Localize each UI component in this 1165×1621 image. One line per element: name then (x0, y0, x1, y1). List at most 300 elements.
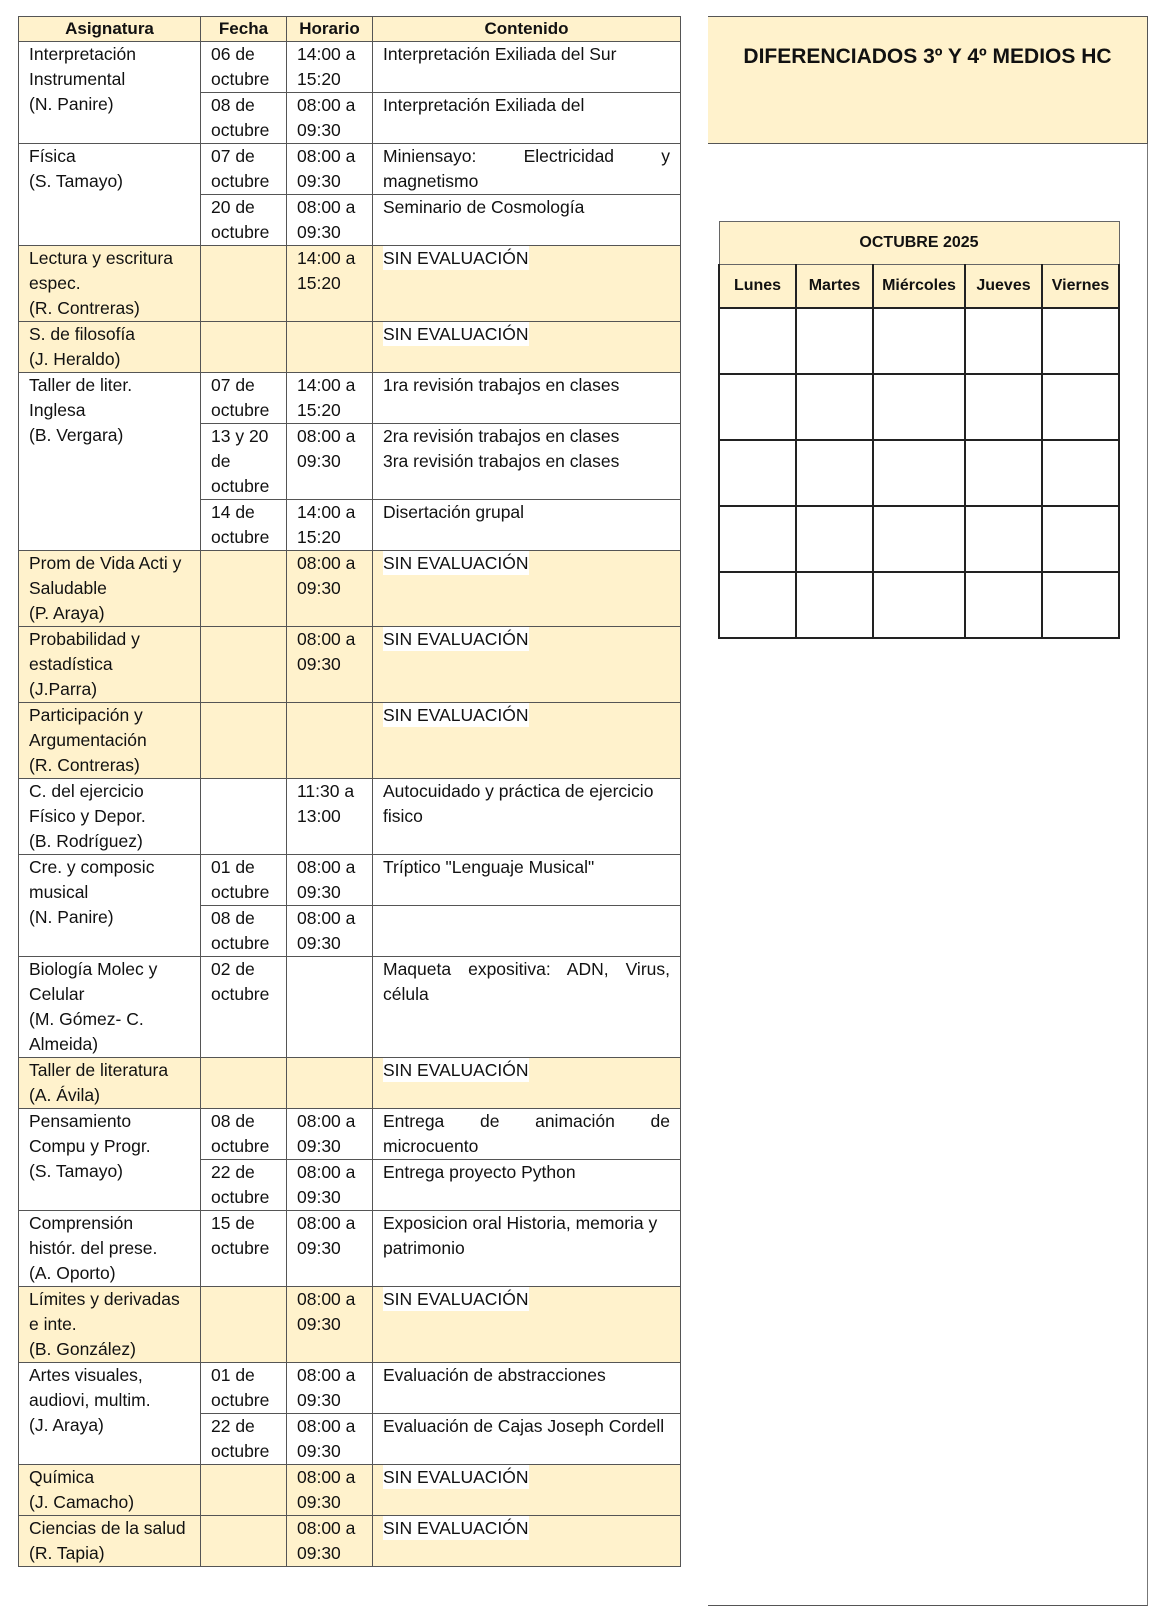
subject-cell (19, 703, 201, 779)
calendar-day-cell (873, 374, 965, 440)
subject-name-line: Comprensión (29, 1213, 134, 1233)
subject-name-line: (S. Tamayo) (29, 171, 124, 191)
fecha-cell (201, 424, 287, 500)
horario-cell (287, 42, 373, 93)
horario-cell (287, 957, 373, 1058)
contenido-cell (373, 551, 681, 627)
horario-line: 09:30 (297, 451, 341, 471)
horario-line: 13:00 (297, 806, 341, 826)
calendar-day-cell (1042, 374, 1119, 440)
fecha-cell (201, 1211, 287, 1287)
subject-name-line: Prom de Vida Acti y (29, 553, 182, 573)
horario-line: 09:30 (297, 882, 341, 902)
subject-name-line: Taller de literatura (29, 1060, 169, 1080)
subject-cell (19, 957, 201, 1058)
horario-line: 08:00 a (297, 1213, 356, 1233)
calendar-day-viernes: Viernes (1042, 265, 1119, 309)
fecha-line: 14 de (211, 502, 255, 522)
fecha-cell (201, 93, 287, 144)
contenido-line: Evaluación de abstracciones (383, 1365, 606, 1385)
subject-name-line: Físico y Depor. (29, 806, 146, 826)
contenido-line: Evaluación de Cajas Joseph Cordell (383, 1416, 665, 1436)
subject-name-line: Taller de liter. (29, 375, 133, 395)
horario-line: 09:30 (297, 1314, 341, 1334)
subject-cell (19, 322, 201, 373)
subject-cell (19, 779, 201, 855)
subject-name-line: (R. Contreras) (29, 755, 140, 775)
fecha-line: octubre (211, 1136, 270, 1156)
calendar-week-row (719, 308, 1119, 374)
contenido-line: magnetismo (383, 171, 479, 191)
subject-name-line: (R. Tapia) (29, 1543, 105, 1563)
calendar-day-cell (796, 506, 873, 572)
subject-name-line: (B. González) (29, 1339, 136, 1359)
subject-name-line: (B. Rodríguez) (29, 831, 143, 851)
fecha-line: octubre (211, 400, 270, 420)
subject-name-line: (N. Panire) (29, 907, 114, 927)
calendar-day-cell (873, 506, 965, 572)
subject-name-line: (J. Heraldo) (29, 349, 121, 369)
horario-cell (287, 1414, 373, 1465)
calendar-day-cell (873, 440, 965, 506)
fecha-cell (201, 855, 287, 906)
horario-line: 09:30 (297, 171, 341, 191)
fecha-line: octubre (211, 120, 270, 140)
calendar-day-jueves: Jueves (965, 265, 1042, 309)
fecha-cell (201, 779, 287, 855)
subject-name-line: (S. Tamayo) (29, 1161, 124, 1181)
subject-cell (19, 1109, 201, 1211)
table-row (19, 1211, 681, 1287)
fecha-line: 01 de (211, 857, 255, 877)
table-row (19, 1465, 681, 1516)
calendar-day-cell (965, 506, 1042, 572)
table-row (19, 957, 681, 1058)
subject-name-line: espec. (29, 273, 81, 293)
contenido-line: SIN EVALUACIÓN (383, 1060, 529, 1080)
table-row (19, 1363, 681, 1414)
horario-line: 09:30 (297, 1441, 341, 1461)
fecha-line: 06 de (211, 44, 255, 64)
subject-name-line: (P. Araya) (29, 603, 105, 623)
calendar-day-cell (965, 308, 1042, 374)
fecha-cell (201, 1160, 287, 1211)
table-row (19, 373, 681, 424)
fecha-cell (201, 500, 287, 551)
calendar-day-cell (1042, 506, 1119, 572)
horario-cell (287, 93, 373, 144)
subject-name-line: Interpretación (29, 44, 137, 64)
contenido-cell (373, 779, 681, 855)
header-asignatura: Asignatura (19, 17, 201, 42)
fecha-cell (201, 373, 287, 424)
fecha-line: 07 de (211, 375, 255, 395)
contenido-line: patrimonio (383, 1238, 465, 1258)
subject-cell (19, 1287, 201, 1363)
fecha-cell (201, 957, 287, 1058)
fecha-line: 22 de (211, 1162, 255, 1182)
contenido-cell (373, 144, 681, 195)
subject-name-line: (N. Panire) (29, 94, 114, 114)
fecha-cell (201, 1414, 287, 1465)
contenido-cell (373, 1465, 681, 1516)
horario-cell (287, 195, 373, 246)
horario-line: 08:00 a (297, 857, 356, 877)
calendar-title: OCTUBRE 2025 (719, 222, 1119, 265)
calendar-day-cell (873, 308, 965, 374)
subject-cell (19, 1211, 201, 1287)
subject-name-line: Participación y (29, 705, 143, 725)
contenido-line: célula (383, 984, 429, 1004)
contenido-cell (373, 1516, 681, 1567)
title-box (708, 16, 1148, 144)
subject-cell (19, 246, 201, 322)
table-row (19, 42, 681, 93)
horario-line: 09:30 (297, 933, 341, 953)
horario-cell (287, 906, 373, 957)
subject-cell (19, 551, 201, 627)
fecha-line: 13 y 20 (211, 426, 269, 446)
subject-name-line: Instrumental (29, 69, 126, 89)
horario-line: 08:00 a (297, 1289, 356, 1309)
calendar-day-cell (965, 572, 1042, 638)
table-row (19, 1287, 681, 1363)
contenido-line: Miniensayo: Electricidad y (383, 146, 670, 166)
subject-name-line: Inglesa (29, 400, 86, 420)
subject-name-line: Celular (29, 984, 85, 1004)
horario-line: 09:30 (297, 578, 341, 598)
contenido-line: Maqueta expositiva: ADN, Virus, (383, 959, 670, 979)
horario-line: 14:00 a (297, 502, 356, 522)
table-row (19, 322, 681, 373)
subject-name-line: audiovi, multim. (29, 1390, 151, 1410)
calendar-day-cell (1042, 440, 1119, 506)
fecha-cell (201, 1058, 287, 1109)
calendar-day-miercoles: Miércoles (873, 265, 965, 309)
subject-name-line: Compu y Progr. (29, 1136, 151, 1156)
calendar-day-cell (719, 506, 796, 572)
fecha-line: octubre (211, 69, 270, 89)
fecha-line: octubre (211, 1390, 270, 1410)
calendar-day-lunes: Lunes (719, 265, 796, 309)
horario-line: 15:20 (297, 69, 341, 89)
contenido-line: Entrega proyecto Python (383, 1162, 576, 1182)
calendar-week-row (719, 572, 1119, 638)
calendar-day-cell (1042, 308, 1119, 374)
horario-line: 15:20 (297, 400, 341, 420)
subject-name-line: (A. Oporto) (29, 1263, 116, 1283)
subject-cell (19, 373, 201, 551)
horario-cell (287, 1160, 373, 1211)
contenido-cell (373, 1058, 681, 1109)
table-row (19, 855, 681, 906)
horario-line: 08:00 a (297, 1467, 356, 1487)
contenido-cell (373, 42, 681, 93)
contenido-line: 1ra revisión trabajos en clases (383, 375, 620, 395)
fecha-cell (201, 144, 287, 195)
document-title: DIFERENCIADOS 3º Y 4º MEDIOS HC (743, 45, 1112, 68)
fecha-cell (201, 246, 287, 322)
contenido-line: Autocuidado y práctica de ejercicio (383, 781, 654, 801)
contenido-cell (373, 1211, 681, 1287)
contenido-line: microcuento (383, 1136, 479, 1156)
table-row (19, 703, 681, 779)
contenido-line: Interpretación Exiliada del (383, 95, 585, 115)
subject-name-line: (J.Parra) (29, 679, 98, 699)
right-panel (708, 16, 1148, 1606)
contenido-line: SIN EVALUACIÓN (383, 324, 529, 344)
contenido-line: SIN EVALUACIÓN (383, 1289, 529, 1309)
calendar-day-martes: Martes (796, 265, 873, 309)
subject-cell (19, 1058, 201, 1109)
horario-line: 14:00 a (297, 375, 356, 395)
calendar-day-cell (719, 440, 796, 506)
horario-cell (287, 1516, 373, 1567)
subject-name-line: Almeida) (29, 1034, 99, 1054)
contenido-line: Interpretación Exiliada del Sur (383, 44, 617, 64)
horario-line: 14:00 a (297, 248, 356, 268)
calendar-day-cell (719, 308, 796, 374)
fecha-line: 08 de (211, 1111, 255, 1131)
fecha-line: 07 de (211, 146, 255, 166)
calendar-day-cell (796, 572, 873, 638)
subject-name-line: (B. Vergara) (29, 425, 124, 445)
contenido-cell (373, 703, 681, 779)
contenido-line: Entrega de animación de (383, 1111, 670, 1131)
contenido-line: SIN EVALUACIÓN (383, 553, 529, 573)
subject-name-line: Lectura y escritura (29, 248, 173, 268)
horario-cell (287, 424, 373, 500)
fecha-line: 02 de (211, 959, 255, 979)
fecha-cell (201, 195, 287, 246)
contenido-line: 2ra revisión trabajos en clases (383, 426, 620, 446)
calendar-table (718, 221, 1120, 639)
fecha-cell (201, 1287, 287, 1363)
calendar-day-cell (719, 374, 796, 440)
horario-cell (287, 1363, 373, 1414)
header-fecha: Fecha (201, 17, 287, 42)
fecha-cell (201, 906, 287, 957)
fecha-cell (201, 551, 287, 627)
horario-line: 08:00 a (297, 95, 356, 115)
calendar-day-cell (796, 308, 873, 374)
calendar-day-cell (873, 572, 965, 638)
header-horario: Horario (287, 17, 373, 42)
fecha-line: octubre (211, 1238, 270, 1258)
horario-cell (287, 1058, 373, 1109)
horario-line: 08:00 a (297, 1365, 356, 1385)
horario-line: 14:00 a (297, 44, 356, 64)
table-row (19, 144, 681, 195)
horario-line: 08:00 a (297, 1111, 356, 1131)
contenido-cell (373, 906, 681, 957)
contenido-cell (373, 322, 681, 373)
fecha-line: de (211, 451, 231, 471)
horario-line: 08:00 a (297, 553, 356, 573)
contenido-line: SIN EVALUACIÓN (383, 629, 529, 649)
schedule-body (19, 42, 681, 1567)
calendar-week-row (719, 440, 1119, 506)
fecha-line: octubre (211, 882, 270, 902)
subject-cell (19, 1363, 201, 1465)
fecha-line: 08 de (211, 908, 255, 928)
subject-name-line: Química (29, 1467, 95, 1487)
horario-cell (287, 373, 373, 424)
table-row (19, 551, 681, 627)
header-contenido: Contenido (373, 17, 681, 42)
contenido-line: SIN EVALUACIÓN (383, 705, 529, 725)
calendar-day-cell (719, 572, 796, 638)
subject-name-line: (M. Gómez- C. (29, 1009, 144, 1029)
calendar-body (719, 308, 1119, 638)
subject-name-line: Pensamiento (29, 1111, 132, 1131)
contenido-cell (373, 1287, 681, 1363)
horario-cell (287, 1287, 373, 1363)
horario-line: 08:00 a (297, 197, 356, 217)
calendar-day-cell (965, 374, 1042, 440)
horario-cell (287, 322, 373, 373)
fecha-line: 22 de (211, 1416, 255, 1436)
subject-name-line: Física (29, 146, 76, 166)
horario-cell (287, 246, 373, 322)
contenido-line: Seminario de Cosmología (383, 197, 585, 217)
fecha-cell (201, 1363, 287, 1414)
subject-name-line: Biología Molec y (29, 959, 158, 979)
fecha-line: octubre (211, 1187, 270, 1207)
subject-name-line: Probabilidad y (29, 629, 140, 649)
subject-cell (19, 42, 201, 144)
horario-line: 09:30 (297, 1390, 341, 1410)
horario-line: 09:30 (297, 222, 341, 242)
contenido-cell (373, 957, 681, 1058)
table-row (19, 1516, 681, 1567)
calendar-day-cell (1042, 572, 1119, 638)
subject-name-line: musical (29, 882, 89, 902)
fecha-cell (201, 1516, 287, 1567)
contenido-cell (373, 500, 681, 551)
horario-line: 09:30 (297, 1187, 341, 1207)
horario-cell (287, 855, 373, 906)
fecha-line: octubre (211, 984, 270, 1004)
horario-line: 09:30 (297, 1136, 341, 1156)
horario-cell (287, 1109, 373, 1160)
contenido-cell (373, 246, 681, 322)
contenido-line: Tríptico "Lenguaje Musical" (383, 857, 595, 877)
horario-line: 08:00 a (297, 1162, 356, 1182)
subject-cell (19, 1465, 201, 1516)
horario-cell (287, 551, 373, 627)
fecha-line: 01 de (211, 1365, 255, 1385)
contenido-line: SIN EVALUACIÓN (383, 1467, 529, 1487)
horario-line: 15:20 (297, 273, 341, 293)
fecha-line: octubre (211, 1441, 270, 1461)
fecha-line: 08 de (211, 95, 255, 115)
contenido-cell (373, 1109, 681, 1160)
horario-cell (287, 144, 373, 195)
subject-name-line: (J. Camacho) (29, 1492, 135, 1512)
horario-line: 08:00 a (297, 426, 356, 446)
contenido-cell (373, 1414, 681, 1465)
subject-name-line: C. del ejercicio (29, 781, 144, 801)
horario-cell (287, 1211, 373, 1287)
contenido-line: fisico (383, 806, 423, 826)
fecha-line: octubre (211, 222, 270, 242)
fecha-line: octubre (211, 527, 270, 547)
subject-name-line: (R. Contreras) (29, 298, 140, 318)
subject-cell (19, 1516, 201, 1567)
contenido-cell (373, 373, 681, 424)
fecha-line: 20 de (211, 197, 255, 217)
evaluation-schedule-table (18, 16, 681, 1567)
horario-line: 09:30 (297, 1492, 341, 1512)
contenido-line: SIN EVALUACIÓN (383, 1518, 529, 1538)
calendar-day-cell (796, 440, 873, 506)
calendar-day-cell (796, 374, 873, 440)
fecha-cell (201, 42, 287, 93)
calendar-day-header-row (719, 265, 1119, 309)
fecha-line: octubre (211, 476, 270, 496)
calendar-day-cell (965, 440, 1042, 506)
horario-cell (287, 500, 373, 551)
contenido-cell (373, 855, 681, 906)
subject-name-line: (J. Araya) (29, 1415, 104, 1435)
subject-name-line: (A. Ávila) (29, 1085, 100, 1105)
contenido-line: SIN EVALUACIÓN (383, 248, 529, 268)
subject-name-line: Saludable (29, 578, 107, 598)
calendar-week-row (719, 374, 1119, 440)
calendar-week-row (719, 506, 1119, 572)
subject-cell (19, 855, 201, 957)
subject-name-line: e inte. (29, 1314, 77, 1334)
horario-line: 08:00 a (297, 146, 356, 166)
horario-line: 09:30 (297, 120, 341, 140)
table-row (19, 1058, 681, 1109)
table-row (19, 779, 681, 855)
fecha-cell (201, 1109, 287, 1160)
subject-cell (19, 144, 201, 246)
horario-cell (287, 703, 373, 779)
fecha-cell (201, 703, 287, 779)
horario-line: 08:00 a (297, 1416, 356, 1436)
horario-cell (287, 1465, 373, 1516)
subject-name-line: histór. del prese. (29, 1238, 158, 1258)
subject-name-line: Argumentación (29, 730, 147, 750)
horario-line: 09:30 (297, 1238, 341, 1258)
table-row (19, 246, 681, 322)
fecha-cell (201, 1465, 287, 1516)
contenido-cell (373, 424, 681, 500)
table-row (19, 627, 681, 703)
contenido-cell (373, 195, 681, 246)
subject-name-line: Ciencias de la salud (29, 1518, 186, 1538)
contenido-cell (373, 1160, 681, 1211)
contenido-line: Disertación grupal (383, 502, 525, 522)
table-row (19, 1109, 681, 1160)
horario-line: 15:20 (297, 527, 341, 547)
horario-line: 08:00 a (297, 1518, 356, 1538)
subject-name-line: Artes visuales, (29, 1365, 143, 1385)
horario-cell (287, 627, 373, 703)
fecha-line: octubre (211, 933, 270, 953)
table-header-row (19, 17, 681, 42)
horario-line: 08:00 a (297, 629, 356, 649)
horario-line: 11:30 a (297, 781, 355, 801)
fecha-cell (201, 322, 287, 373)
horario-line: 08:00 a (297, 908, 356, 928)
subject-name-line: Límites y derivadas (29, 1289, 180, 1309)
contenido-line: Exposicion oral Historia, memoria y (383, 1213, 658, 1233)
contenido-cell (373, 93, 681, 144)
